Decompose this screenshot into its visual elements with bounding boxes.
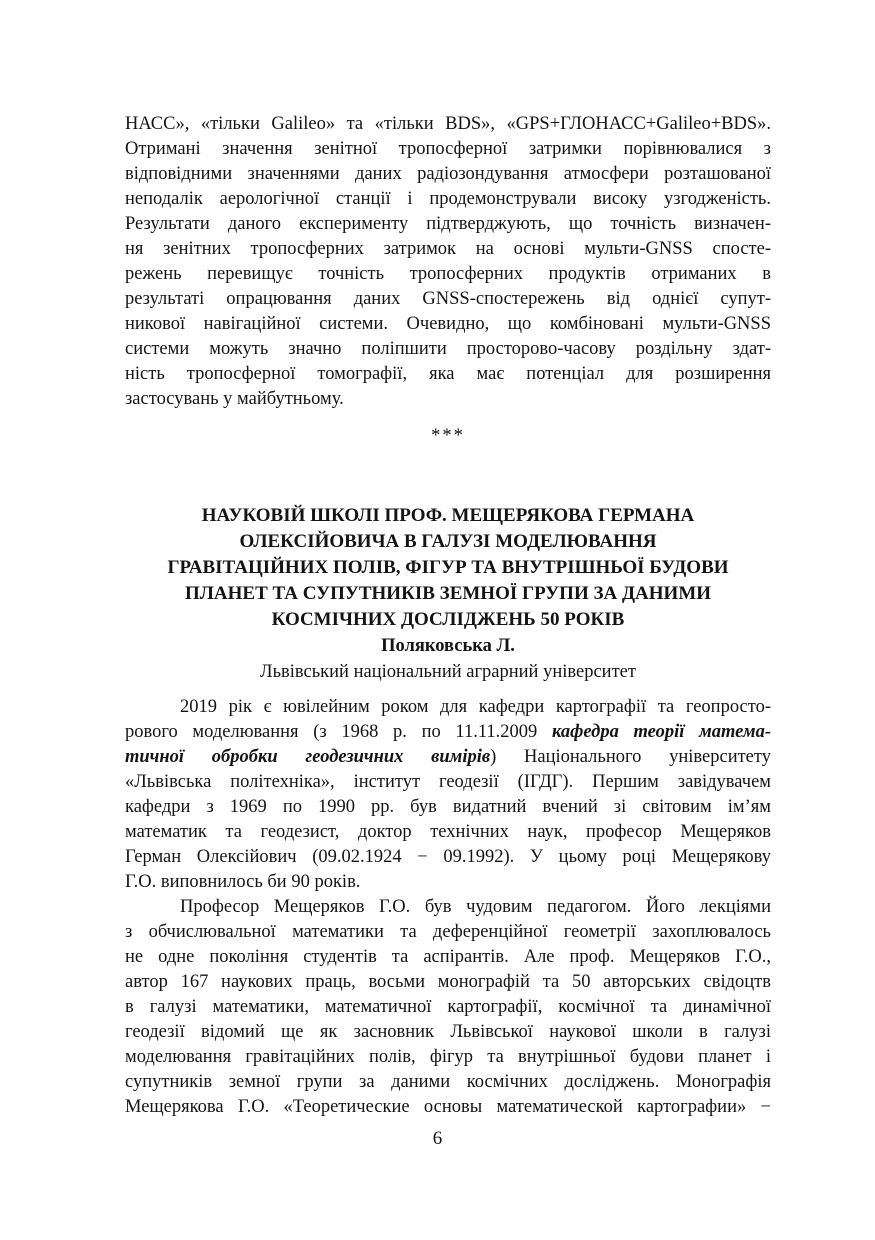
text-line [125, 720, 771, 745]
text-segment: режень перевищує точність тропосферних продуктів отриманих в [125, 264, 771, 284]
text-segment: «Львівська політехніка», інститут геодезії (ІГДГ). Першим завідувачем [125, 772, 771, 792]
text-segment: ) Національного університету [490, 747, 771, 767]
section-separator: *** [431, 426, 465, 446]
text-segment: автор 167 наукових праць, восьми монографій та 50 авторських свідоцтв [125, 972, 771, 992]
text-segment: тичної обробки геодезичних вимірів [125, 747, 491, 767]
text-segment: ГРАВІТАЦІЙНИХ ПОЛІВ, ФІГУР ТА ВНУТРІШНЬОЇ БУДОВИ [167, 557, 729, 578]
text-line [125, 820, 771, 845]
text-segment: Мещерякова Г.О. «Теоретические основы математической картографии» − [125, 1097, 771, 1117]
text-line [125, 187, 771, 212]
text-line [125, 387, 771, 412]
text-segment: ПЛАНЕТ ТА СУПУТНИКІВ ЗЕМНОЇ ГРУПИ ЗА ДАНИМИ [184, 583, 712, 604]
text-segment: ня зенітних тропосферних затримок на основі мульти-GNSS спосте- [125, 239, 771, 259]
title-line [125, 503, 771, 529]
text-segment: результаті опрацювання даних GNSS-спостережень від однієї супут- [125, 289, 771, 309]
text-segment: відповідними значеннями даних радіозондування атмосфери розташованої [125, 164, 771, 184]
text-line [125, 1020, 771, 1045]
text-segment: системи можуть значно поліпшити просторово-часову роздільну здат- [125, 339, 771, 359]
text-segment: Герман Олексійович (09.02.1924 − 09.1992). У цьому році Мещерякову [125, 847, 771, 867]
text-segment: неподалік аерологічної станції і продемонстрували високу узгодженість. [125, 189, 771, 209]
text-segment: з обчислювальної математики та деференційної геометрії захоплювалось [125, 922, 771, 942]
text-line [125, 1070, 771, 1095]
text-segment: супутників земної групи за даними космічних досліджень. Монографія [125, 1072, 771, 1092]
continuation-paragraph [125, 112, 771, 412]
text-line [125, 795, 771, 820]
text-segment: математик та геодезист, доктор технічних наук, професор Мещеряков [125, 822, 771, 842]
text-segment: Г.О. виповнилось би 90 років. [125, 872, 361, 892]
text-line [125, 770, 771, 795]
page-number: 6 [432, 1128, 443, 1149]
text-segment: геодезії відомий ще як засновник Львівської наукової школи в галузі [125, 1022, 771, 1042]
title-line [125, 581, 771, 607]
text-segment: застосувань у майбутньому. [125, 389, 344, 409]
article-title [125, 503, 771, 633]
text-segment: кафедри з 1969 по 1990 рр. був видатний вчений зі світовим ім’ям [125, 797, 771, 817]
text-segment: 2019 рік є ювілейним роком для кафедри картографії та геопросто- [180, 697, 771, 717]
article-paragraph-1 [125, 695, 771, 895]
page-content [125, 112, 771, 1120]
text-segment: ність тропосферної томографії, яка має потенціал для розширення [125, 364, 771, 384]
text-line [125, 970, 771, 995]
text-line [125, 1095, 771, 1120]
article-author: Поляковська Л. [381, 636, 515, 656]
text-line [125, 237, 771, 262]
text-segment: Отримані значення зенітної тропосферної затримки порівнювалися з [125, 139, 771, 159]
text-line [125, 695, 771, 720]
text-line [125, 337, 771, 362]
text-segment: ОЛЕКСІЙОВИЧА В ГАЛУЗІ МОДЕЛЮВАННЯ [239, 531, 657, 552]
text-segment: кафедра теорії матема- [551, 722, 771, 742]
text-line [125, 945, 771, 970]
text-segment: рового моделювання (з 1968 р. по 11.11.2009 [125, 722, 552, 742]
text-line [125, 262, 771, 287]
text-segment: Результати даного експерименту підтверджують, що точність визначен- [125, 214, 771, 234]
text-line [125, 212, 771, 237]
text-segment: НАСС», «тільки Galileo» та «тільки BDS», «GPS+ГЛОНАСС+Galileo+BDS». [125, 114, 771, 134]
title-line [125, 607, 771, 633]
text-segment: не одне покоління студентів та аспірантів. Але проф. Мещеряков Г.О., [125, 947, 771, 967]
text-segment: никової навігаційної системи. Очевидно, що комбіновані мульти-GNSS [125, 314, 771, 334]
title-line [125, 555, 771, 581]
title-line [125, 529, 771, 555]
text-line [125, 1045, 771, 1070]
text-line [125, 995, 771, 1020]
text-line [125, 137, 771, 162]
text-line [125, 845, 771, 870]
article-affiliation: Львівський національний аграрний університет [260, 662, 636, 682]
text-segment: КОСМІЧНИХ ДОСЛІДЖЕНЬ 50 РОКІВ [271, 609, 625, 630]
text-line [125, 312, 771, 337]
text-line [125, 745, 771, 770]
text-line [125, 870, 771, 895]
text-segment: моделювання гравітаційних полів, фігур та внутрішньої будови планет і [125, 1047, 771, 1067]
text-line [125, 895, 771, 920]
text-line [125, 362, 771, 387]
text-line [125, 920, 771, 945]
text-line [125, 287, 771, 312]
text-line [125, 162, 771, 187]
text-line [125, 112, 771, 137]
text-segment: Професор Мещеряков Г.О. був чудовим педагогом. Його лекціями [180, 897, 771, 917]
text-segment: в галузі математики, математичної картографії, космічної та динамічної [125, 997, 771, 1017]
article-paragraph-2 [125, 895, 771, 1120]
text-segment: НАУКОВІЙ ШКОЛІ ПРОФ. МЕЩЕРЯКОВА ГЕРМАНА [201, 505, 695, 526]
